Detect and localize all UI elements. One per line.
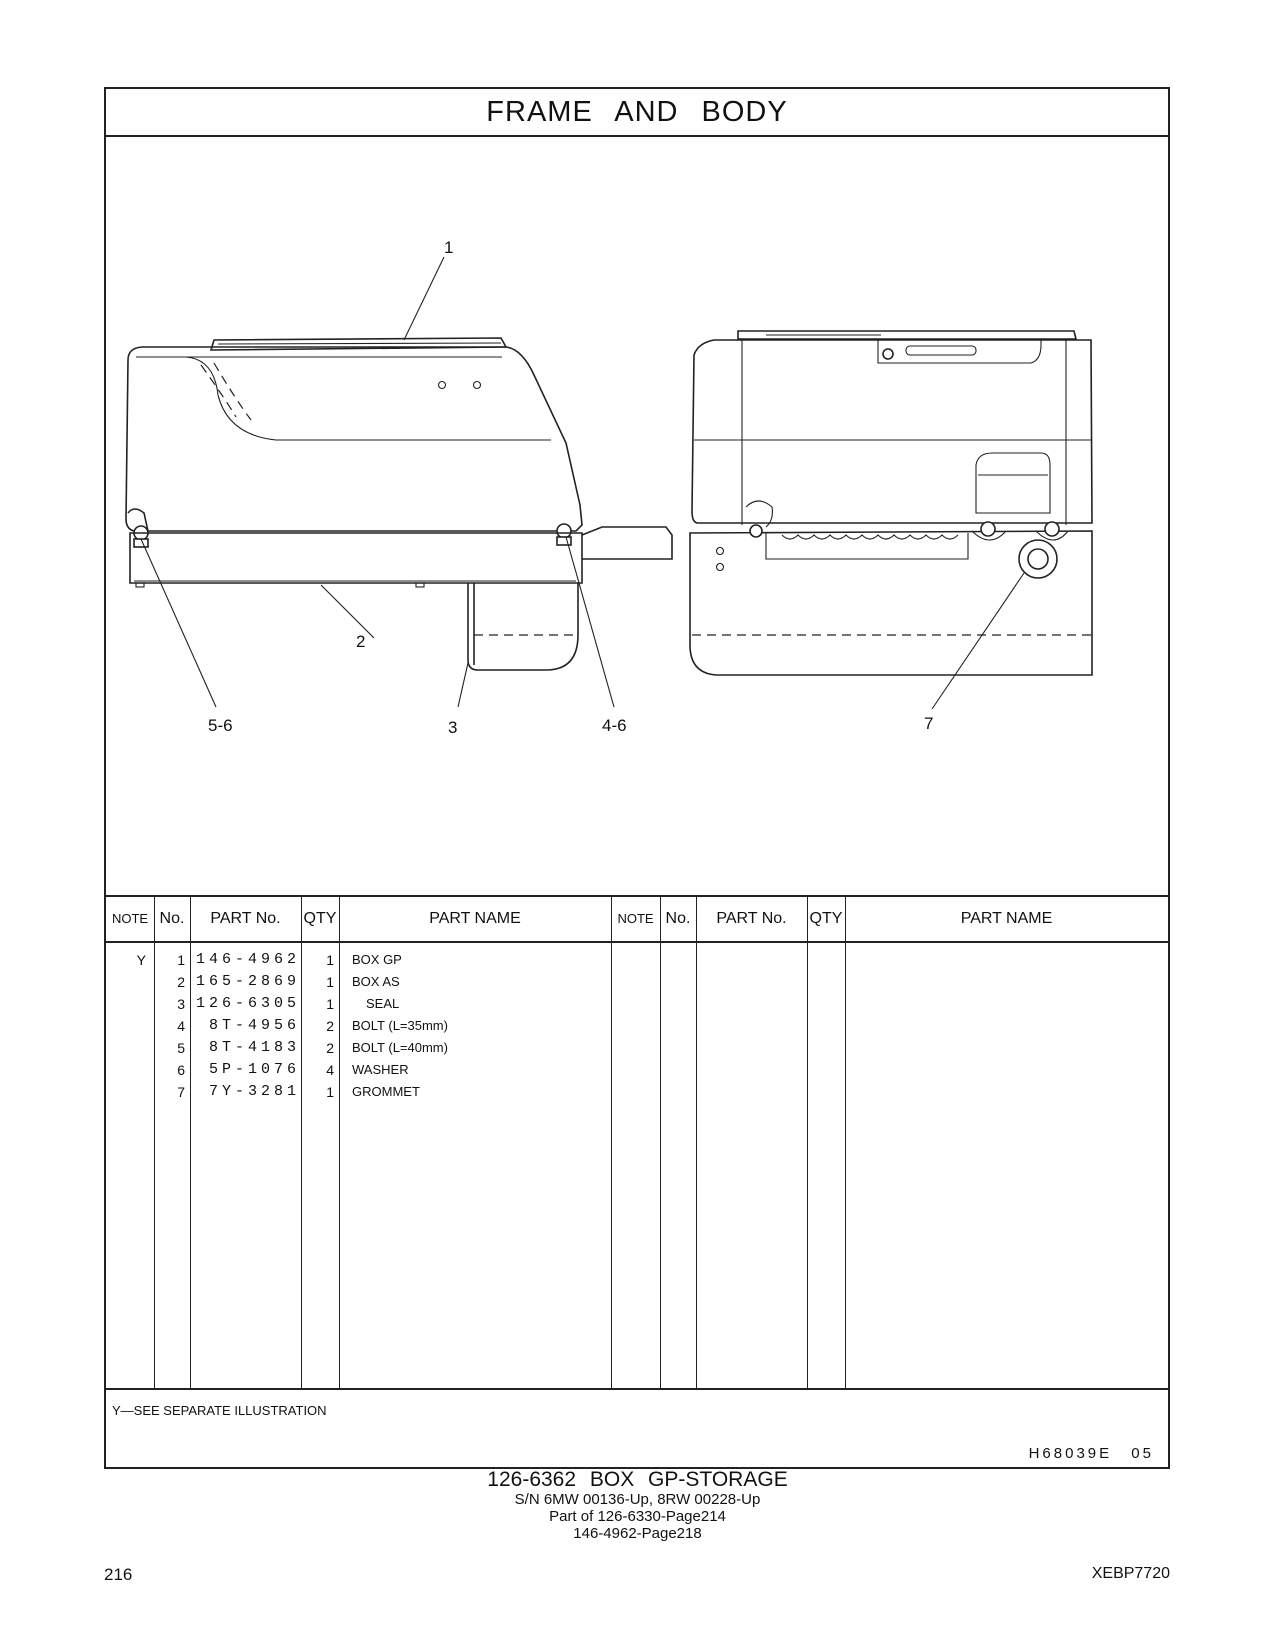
caption-serial: S/N 6MW 00136-Up, 8RW 00228-Up xyxy=(514,1491,761,1508)
caption-part-of-1: Part of 126-6330-Page214 xyxy=(549,1508,726,1525)
callout-4-6: 4-6 xyxy=(602,716,627,735)
header-note: NOTE xyxy=(111,911,149,926)
note-cell: Y xyxy=(136,952,146,968)
qty-cell: 1 xyxy=(326,974,334,990)
right-view-drawing xyxy=(690,331,1092,709)
callout-5-6: 5-6 xyxy=(208,716,233,735)
header-part-name: PART NAME xyxy=(429,910,521,927)
no-cell: 1 xyxy=(177,952,185,968)
no-cell: 2 xyxy=(177,974,185,990)
qty-cell: 2 xyxy=(326,1040,334,1056)
header-part-name-2: PART NAME xyxy=(960,910,1053,927)
illustration-reference-code: H68039E 05 xyxy=(1028,1445,1154,1462)
header-no-2: No. xyxy=(665,910,691,927)
callout-1: 1 xyxy=(444,238,454,257)
part-no-cell: 126-6305 xyxy=(195,995,300,1012)
part-name-cell: GROMMET xyxy=(352,1084,420,1099)
exploded-illustration xyxy=(106,135,1168,895)
part-name-cell: BOX AS xyxy=(352,974,400,989)
caption-part-of-2: 146-4962-Page218 xyxy=(573,1525,702,1542)
parts-sheet xyxy=(104,87,1170,1469)
qty-cell: 2 xyxy=(326,1018,334,1034)
qty-cell: 1 xyxy=(326,1084,334,1100)
part-no-cell: 8T-4956 xyxy=(208,1017,300,1034)
no-cell: 6 xyxy=(177,1062,185,1078)
header-qty-2: QTY xyxy=(809,910,843,927)
part-name-cell: BOLT (L=40mm) xyxy=(352,1040,448,1055)
parts-table xyxy=(106,895,1168,1390)
part-no-cell: 8T-4183 xyxy=(208,1039,300,1056)
qty-cell: 4 xyxy=(326,1062,334,1078)
header-no: No. xyxy=(159,910,185,927)
page-title: FRAME AND BODY xyxy=(106,89,1168,137)
left-view-drawing xyxy=(126,257,672,707)
document-code: XEBP7720 xyxy=(1091,1565,1170,1582)
callout-7: 7 xyxy=(924,714,934,733)
part-name-cell: BOLT (L=35mm) xyxy=(352,1018,448,1033)
part-name-cell: SEAL xyxy=(366,996,400,1011)
no-cell: 4 xyxy=(177,1018,185,1034)
part-name-cell: BOX GP xyxy=(352,952,402,967)
part-no-cell: 7Y-3281 xyxy=(208,1083,300,1100)
header-part-no-2: PART No. xyxy=(716,910,787,927)
no-cell: 7 xyxy=(177,1084,185,1100)
part-no-cell: 5P-1076 xyxy=(208,1061,300,1078)
qty-cell: 1 xyxy=(326,952,334,968)
callout-3: 3 xyxy=(448,718,458,737)
page-number: 216 xyxy=(104,1565,133,1584)
caption-block xyxy=(0,1469,1275,1542)
part-no-cell: 146-4962 xyxy=(195,951,300,968)
no-cell: 5 xyxy=(177,1040,185,1056)
no-cell: 3 xyxy=(177,996,185,1012)
qty-cell: 1 xyxy=(326,996,334,1012)
header-note-2: NOTE xyxy=(617,911,654,926)
part-name-cell: WASHER xyxy=(352,1062,409,1077)
footnote: Y—SEE SEPARATE ILLUSTRATION xyxy=(112,1403,327,1418)
part-no-cell: 165-2869 xyxy=(195,973,300,990)
header-part-no: PART No. xyxy=(210,910,281,927)
caption-title: 126-6362 BOX GP-STORAGE xyxy=(487,1468,788,1491)
callout-2: 2 xyxy=(356,632,366,651)
header-qty: QTY xyxy=(303,910,337,927)
